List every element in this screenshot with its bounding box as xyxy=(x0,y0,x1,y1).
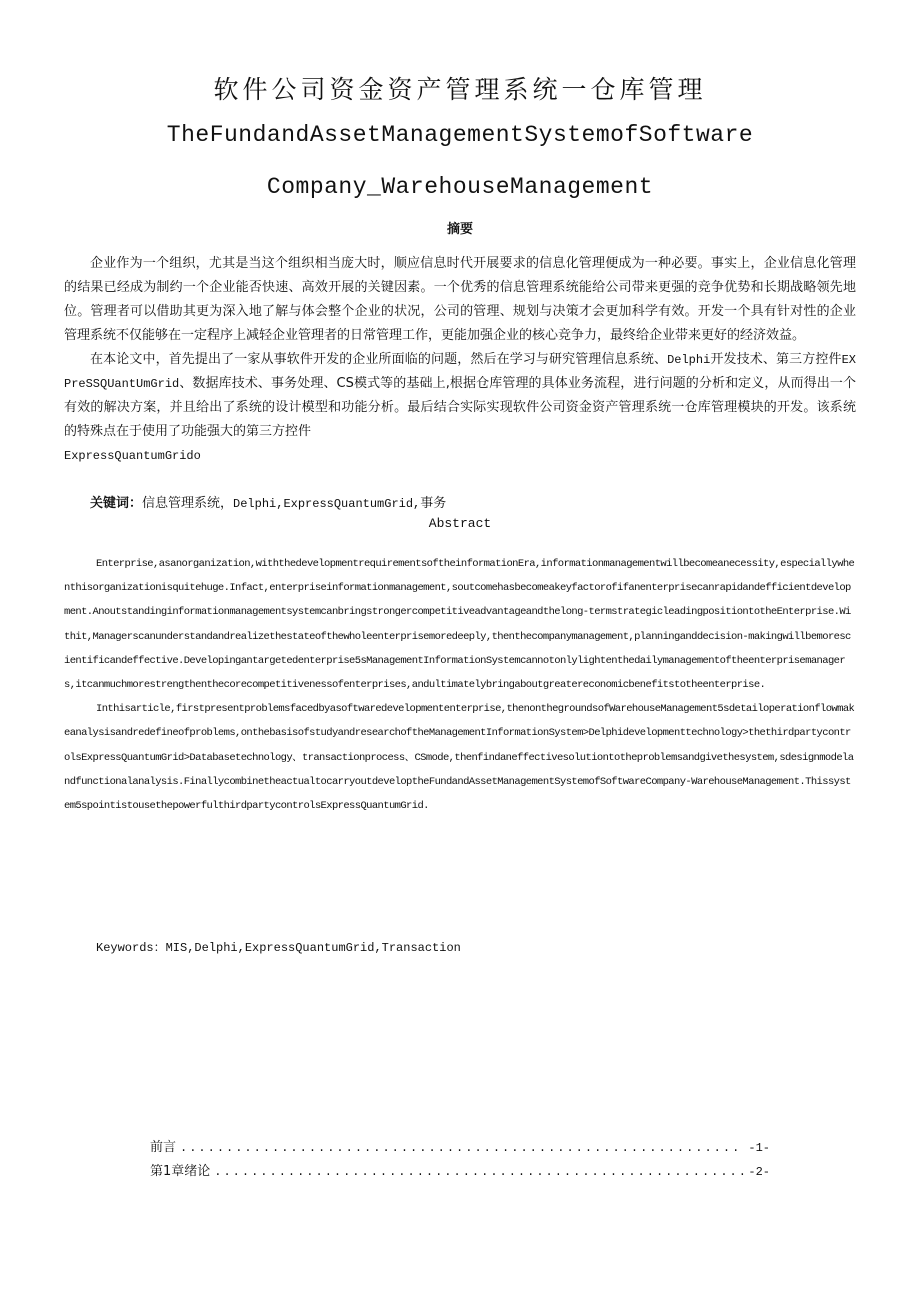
toc-label: 前言 xyxy=(150,1140,177,1155)
p2-text-e: 、数据库技术、事务处理、CS模式等的基础上,根据仓库管理的具体业务流程，进行问题的分析和定义，从而得出一个有效的解决方案，并且给出了系统的设计模型和功能分析。最后结合实际实现软件公司资金资产管理系统一仓库管理模块的开发。该系统的特殊点在于使用了功能强大的第三方控件 xyxy=(64,376,856,439)
abstract-en-body xyxy=(64,552,856,818)
title-english-line1: TheFundandAssetManagementSystemofSoftware xyxy=(166,122,754,148)
p2-text-b: Delphi xyxy=(667,353,711,367)
abstract-en-heading: Abstract xyxy=(428,516,492,531)
toc-leader-dots xyxy=(180,1141,744,1155)
keywords-cn-a: 信息管理系统， xyxy=(142,496,234,511)
title-english-line2: Company_WarehouseManagement xyxy=(266,174,654,200)
title-chinese: 软件公司资金资产管理系统一仓库管理 xyxy=(213,75,707,104)
toc-entry-preface[interactable] xyxy=(150,1136,770,1155)
abstract-cn-paragraph-1: 企业作为一个组织，尤其是当这个组织相当庞大时，顺应信息时代开展要求的信息化管理便成为一种必要。事实上，企业信息化管理的结果已经成为制约一个企业能否快速、高效开展的关键因素。一个优秀的信息管理系统能给公司带来更强的竞争优势和长期战略领先地位。管理者可以借助其更为深入地了解与体会整个企业的状况，公司的管理、规划与决策才会更加科学有效。开发一个具有针对性的企业管理系统不仅能够在一定程序上减轻企业管理者的日常管理工作，更能加强企业的核心竞争力，最终给企业带来更好的经济效益。 xyxy=(64,256,856,343)
abstract-cn-heading: 摘要 xyxy=(446,222,473,237)
toc-entry-chapter-1[interactable] xyxy=(150,1160,770,1179)
p2-text-f: ExpressQuantumGrido xyxy=(64,449,201,463)
keywords-cn-label: 关键词： xyxy=(90,496,143,511)
p2-text-a: 在本论文中，首先提出了一家从事软件开发的企业所面临的问题，然后在学习与研究管理信息系统、 xyxy=(90,352,668,367)
abstract-en-paragraph-1: Enterprise,asanorganization,withthedevelopmentrequirementsoftheinformationEra,informationmanagementwillbecomeanecessity,especiallywhenthisorganizationisquitehuge.Infact,enterpriseinformationmanagement,soutcomehasbecomeakeyfactorofifanenterprisecanrapidandefficientdevelopment.Anoutstandinginformationmanagementsystemcanbringstrongercompetitiveadvantageandthelong-termstrategicleadingpositiontotheEnterprise.Withit,Managerscanunderstandandrealizethestateofthewholeenterprisemoredeeply,thenthecompanymanagement,planninganddecision-makingwillbemorescientificandeffective.Developingantargetedenterprise5sManagementInformationSystemcannotonlylightenthedailymanagementoftheenterprisemanagers,itcanmuchmorestrengthenthecorecompetitivenessofenterprises,andultimatelybringaboutgreatereconomicbenefitstotheenterprise. xyxy=(64,558,855,692)
keywords-cn-c: 事务 xyxy=(420,496,447,511)
p2-text-d: EXPreSSQUantUmGrid xyxy=(64,353,856,391)
keywords-en: Keywords：MIS,Delphi,ExpressQuantumGrid,Transaction xyxy=(96,941,461,955)
abstract-en-paragraph-2: Inthisarticle,firstpresentproblemsfacedbyasoftwaredevelopmententerprise,thenonthegroundsofWarehouseManagement5sdetailoperationflowmakeanalysisandredefineofproblems,onthebasisofstudyandresearchoftheManagementInformationSystem>Delphidevelopmenttechnology>thethirdpartycontrolsExpressQuantumGrid>Databasetechnology、transactionprocess、CSmode,thenfindaneffectivesolutiontotheproblemsandgivethesystem,sdesignmodelandfunctionalanalysis.FinallycombinetheactualtocarryoutdeveloptheFundandAssetManagementSystemofSoftwareCompany-WarehouseManagement.Thissystem5spointistousethepowerfulthirdpartycontrolsExpressQuantumGrid. xyxy=(64,703,855,813)
toc-page-number: -1- xyxy=(748,1141,770,1155)
keywords-cn xyxy=(64,492,856,511)
toc-page-number: -2- xyxy=(748,1165,770,1179)
abstract-cn-paragraph-2 xyxy=(64,348,856,468)
toc-label: 第1章绪论 xyxy=(150,1164,211,1179)
p2-text-c: 开发技术、第三方控件 xyxy=(710,352,842,367)
keywords-cn-b: Delphi,ExpressQuantumGrid, xyxy=(233,497,421,511)
abstract-cn-body xyxy=(64,252,856,468)
toc-leader-dots xyxy=(214,1165,744,1179)
